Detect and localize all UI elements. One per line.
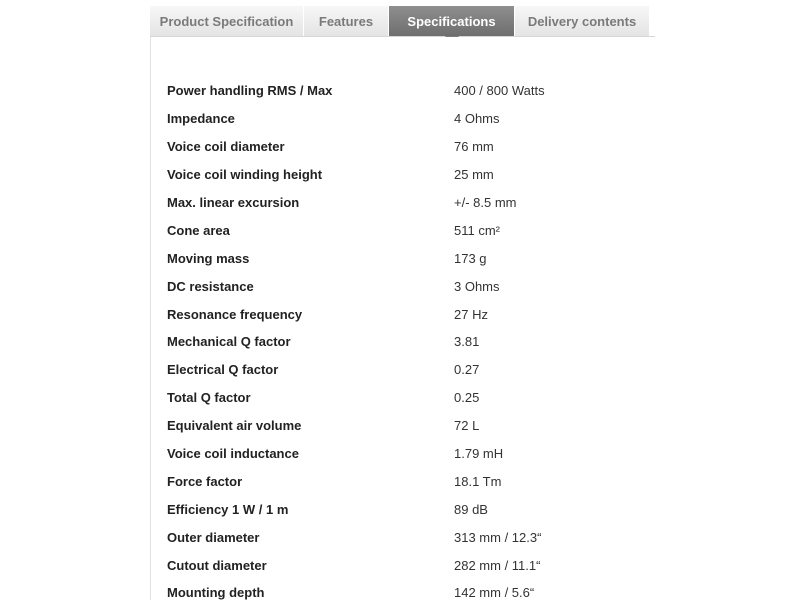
spec-label: Power handling RMS / Max — [167, 83, 333, 99]
spec-label: Mechanical Q factor — [167, 334, 291, 350]
spec-label: DC resistance — [167, 278, 254, 294]
spec-row-efficiency — [167, 495, 644, 523]
spec-label: Outer diameter — [167, 529, 260, 545]
spec-label: Efficiency 1 W / 1 m — [167, 501, 289, 517]
spec-row-equivalent-air-volume — [167, 412, 644, 440]
spec-row-voice-coil-inductance — [167, 440, 644, 468]
spec-value: 27 Hz — [454, 306, 488, 322]
tab-label: Delivery contents — [527, 13, 637, 29]
spec-value: 72 L — [454, 418, 480, 434]
tab-product-specification[interactable] — [150, 6, 304, 36]
spec-value: 18.1 Tm — [454, 473, 502, 489]
spec-label: Electrical Q factor — [167, 362, 279, 378]
tab-specifications[interactable] — [389, 6, 515, 36]
spec-value: 4 Ohms — [454, 111, 500, 127]
spec-value: 3 Ohms — [454, 278, 500, 294]
spec-label: Max. linear excursion — [167, 195, 300, 210]
spec-value: 3.81 — [454, 334, 480, 350]
spec-row-moving-mass — [167, 244, 644, 272]
spec-value: 313 mm / 12.3“ — [454, 529, 542, 545]
spec-value: +/- 8.5 mm — [454, 195, 517, 210]
specifications-panel — [150, 37, 656, 600]
spec-label: Mounting depth — [167, 585, 265, 600]
spec-row-force-factor — [167, 467, 644, 495]
spec-label: Cutout diameter — [167, 557, 267, 573]
spec-label: Total Q factor — [167, 390, 251, 406]
tab-delivery-contents[interactable] — [515, 6, 649, 36]
spec-row-total-q-factor — [167, 384, 644, 412]
spec-row-outer-diameter — [167, 523, 644, 551]
tab-features[interactable] — [304, 6, 389, 36]
spec-value: 142 mm / 5.6“ — [454, 585, 535, 600]
spec-value: 0.25 — [454, 390, 480, 406]
spec-row-cutout-diameter — [167, 551, 644, 579]
spec-label: Voice coil diameter — [167, 139, 285, 155]
spec-value: 76 mm — [454, 139, 494, 155]
spec-label: Force factor — [167, 473, 243, 489]
specifications-table — [167, 77, 644, 600]
spec-value: 282 mm / 11.1“ — [454, 557, 541, 573]
spec-value: 511 cm² — [454, 222, 500, 238]
spec-value: 0.27 — [454, 362, 480, 378]
spec-row-resonance-frequency — [167, 300, 644, 328]
spec-label: Moving mass — [167, 250, 250, 266]
spec-row-impedance — [167, 105, 644, 133]
spec-row-cone-area — [167, 216, 644, 244]
spec-value: 89 dB — [454, 501, 488, 517]
tab-label: Specifications — [407, 13, 496, 29]
spec-label: Equivalent air volume — [167, 418, 302, 434]
spec-label: Voice coil inductance — [167, 446, 299, 462]
spec-row-mechanical-q-factor — [167, 328, 644, 356]
spec-row-dc-resistance — [167, 272, 644, 300]
spec-value: 25 mm — [454, 167, 494, 183]
tab-bar — [150, 6, 655, 37]
spec-row-max-linear-excursion — [167, 189, 644, 217]
spec-label: Resonance frequency — [167, 306, 303, 322]
spec-value: 1.79 mH — [454, 446, 504, 462]
spec-row-mounting-depth — [167, 579, 644, 600]
spec-row-power-handling — [167, 77, 644, 105]
spec-label: Impedance — [167, 111, 235, 127]
spec-row-voice-coil-winding-height — [167, 161, 644, 189]
tab-label: Product Specification — [159, 13, 294, 29]
spec-label: Voice coil winding height — [167, 167, 323, 183]
tab-label: Features — [318, 13, 374, 29]
spec-label: Cone area — [167, 222, 230, 238]
spec-row-electrical-q-factor — [167, 356, 644, 384]
spec-value: 173 g — [454, 250, 487, 266]
spec-row-voice-coil-diameter — [167, 133, 644, 161]
spec-value: 400 / 800 Watts — [454, 83, 545, 99]
